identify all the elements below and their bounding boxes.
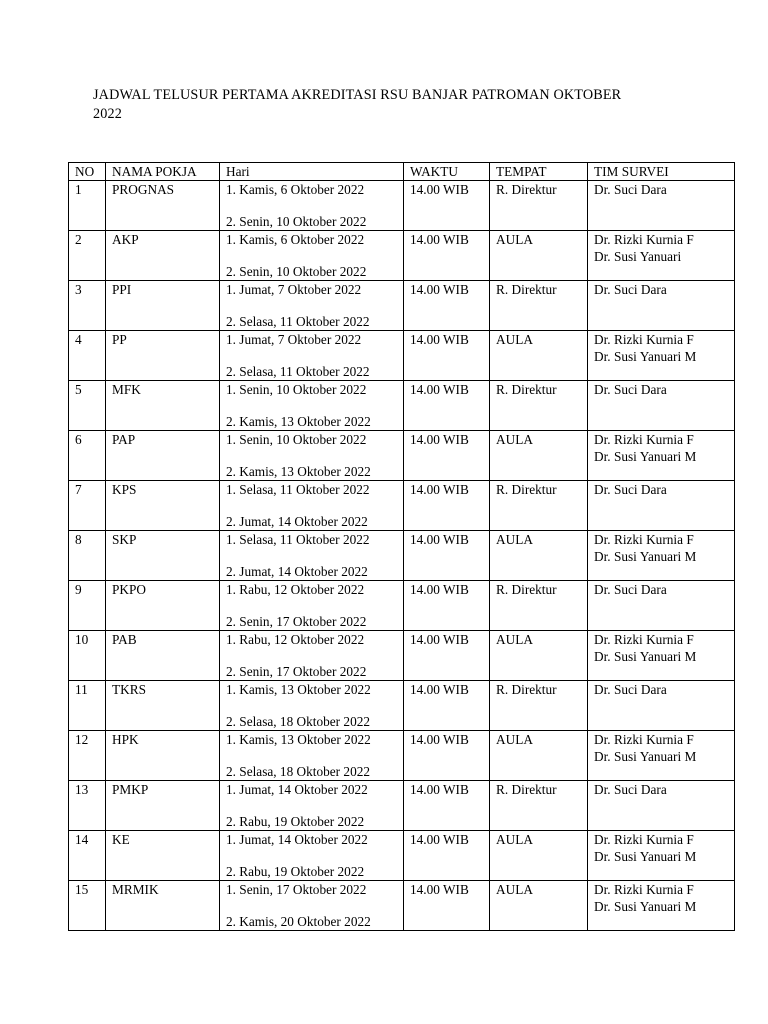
schedule-date: 2. Kamis, 13 Oktober 2022	[226, 414, 371, 429]
cell-no: 4	[69, 331, 106, 381]
cell-waktu: 14.00 WIB	[404, 381, 490, 431]
header-waktu: WAKTU	[404, 163, 490, 181]
surveyor-name: Dr. Suci Dara	[594, 282, 667, 297]
table-row	[69, 881, 735, 931]
surveyor-name: Dr. Rizki Kurnia F	[594, 832, 694, 847]
surveyor-name: Dr. Rizki Kurnia F	[594, 432, 694, 447]
cell-hari	[220, 181, 404, 231]
table-row	[69, 681, 735, 731]
cell-waktu: 14.00 WIB	[404, 481, 490, 531]
header-tim-survei: TIM SURVEI	[588, 163, 735, 181]
cell-no: 2	[69, 231, 106, 281]
cell-waktu: 14.00 WIB	[404, 431, 490, 481]
cell-tempat: AULA	[490, 331, 588, 381]
table-row	[69, 281, 735, 331]
cell-tempat: R. Direktur	[490, 281, 588, 331]
schedule-date: 1. Rabu, 12 Oktober 2022	[226, 582, 365, 597]
cell-hari	[220, 231, 404, 281]
cell-no: 11	[69, 681, 106, 731]
cell-waktu: 14.00 WIB	[404, 781, 490, 831]
cell-tim-survei	[588, 281, 735, 331]
table-row	[69, 381, 735, 431]
surveyor-name: Dr. Susi Yanuari M	[594, 349, 697, 364]
cell-tim-survei	[588, 731, 735, 781]
header-nama-pokja: NAMA POKJA	[106, 163, 220, 181]
table-body	[69, 181, 735, 931]
table-row	[69, 431, 735, 481]
cell-waktu: 14.00 WIB	[404, 731, 490, 781]
cell-tempat: R. Direktur	[490, 481, 588, 531]
schedule-date: 1. Jumat, 7 Oktober 2022	[226, 282, 362, 297]
cell-nama-pokja: MRMIK	[106, 881, 220, 931]
surveyor-name: Dr. Suci Dara	[594, 582, 667, 597]
cell-waktu: 14.00 WIB	[404, 531, 490, 581]
cell-tempat: R. Direktur	[490, 581, 588, 631]
cell-tempat: AULA	[490, 831, 588, 881]
schedule-date: 1. Jumat, 14 Oktober 2022	[226, 832, 368, 847]
cell-tempat: AULA	[490, 531, 588, 581]
cell-tempat: AULA	[490, 231, 588, 281]
surveyor-name: Dr. Rizki Kurnia F	[594, 232, 694, 247]
schedule-date: 1. Senin, 10 Oktober 2022	[226, 382, 367, 397]
cell-hari	[220, 331, 404, 381]
cell-waktu: 14.00 WIB	[404, 581, 490, 631]
schedule-date: 1. Senin, 17 Oktober 2022	[226, 882, 367, 897]
cell-waktu: 14.00 WIB	[404, 231, 490, 281]
cell-nama-pokja: PAB	[106, 631, 220, 681]
document-title	[93, 86, 693, 124]
cell-hari	[220, 881, 404, 931]
surveyor-name: Dr. Suci Dara	[594, 682, 667, 697]
cell-waktu: 14.00 WIB	[404, 181, 490, 231]
cell-tempat: R. Direktur	[490, 381, 588, 431]
cell-no: 9	[69, 581, 106, 631]
schedule-date: 2. Senin, 17 Oktober 2022	[226, 614, 367, 629]
cell-hari	[220, 481, 404, 531]
cell-nama-pokja: PKPO	[106, 581, 220, 631]
cell-nama-pokja: PP	[106, 331, 220, 381]
cell-tempat: R. Direktur	[490, 681, 588, 731]
cell-no: 13	[69, 781, 106, 831]
title-line-1: JADWAL TELUSUR PERTAMA AKREDITASI RSU BANJAR PATROMAN OKTOBER	[93, 87, 622, 103]
cell-nama-pokja: MFK	[106, 381, 220, 431]
schedule-date: 1. Selasa, 11 Oktober 2022	[226, 532, 370, 547]
table-row	[69, 181, 735, 231]
cell-hari	[220, 831, 404, 881]
cell-hari	[220, 781, 404, 831]
table-row	[69, 231, 735, 281]
cell-tim-survei	[588, 881, 735, 931]
schedule-date: 1. Selasa, 11 Oktober 2022	[226, 482, 370, 497]
schedule-table	[68, 162, 735, 931]
table-row	[69, 781, 735, 831]
schedule-date: 2. Kamis, 20 Oktober 2022	[226, 914, 371, 929]
header-no: NO	[69, 163, 106, 181]
cell-waktu: 14.00 WIB	[404, 831, 490, 881]
surveyor-name: Dr. Rizki Kurnia F	[594, 332, 694, 347]
cell-hari	[220, 281, 404, 331]
header-hari: Hari	[220, 163, 404, 181]
surveyor-name: Dr. Rizki Kurnia F	[594, 532, 694, 547]
cell-tempat: AULA	[490, 731, 588, 781]
cell-waktu: 14.00 WIB	[404, 881, 490, 931]
cell-nama-pokja: PAP	[106, 431, 220, 481]
cell-tim-survei	[588, 631, 735, 681]
cell-hari	[220, 431, 404, 481]
schedule-date: 1. Jumat, 7 Oktober 2022	[226, 332, 362, 347]
surveyor-name: Dr. Rizki Kurnia F	[594, 732, 694, 747]
table-row	[69, 581, 735, 631]
table-row	[69, 731, 735, 781]
cell-nama-pokja: PPI	[106, 281, 220, 331]
cell-hari	[220, 681, 404, 731]
cell-no: 15	[69, 881, 106, 931]
cell-tim-survei	[588, 431, 735, 481]
schedule-date: 1. Kamis, 6 Oktober 2022	[226, 232, 365, 247]
schedule-date: 2. Senin, 17 Oktober 2022	[226, 664, 367, 679]
table-header	[69, 163, 735, 181]
cell-nama-pokja: TKRS	[106, 681, 220, 731]
cell-waktu: 14.00 WIB	[404, 281, 490, 331]
table-row	[69, 531, 735, 581]
schedule-date: 1. Kamis, 6 Oktober 2022	[226, 182, 365, 197]
cell-no: 10	[69, 631, 106, 681]
cell-no: 14	[69, 831, 106, 881]
cell-nama-pokja: AKP	[106, 231, 220, 281]
cell-waktu: 14.00 WIB	[404, 631, 490, 681]
cell-no: 1	[69, 181, 106, 231]
surveyor-name: Dr. Suci Dara	[594, 782, 667, 797]
cell-tempat: AULA	[490, 431, 588, 481]
surveyor-name: Dr. Susi Yanuari M	[594, 549, 697, 564]
header-tempat: TEMPAT	[490, 163, 588, 181]
schedule-date: 2. Senin, 10 Oktober 2022	[226, 264, 367, 279]
cell-no: 12	[69, 731, 106, 781]
cell-no: 5	[69, 381, 106, 431]
header-row	[69, 163, 735, 181]
cell-nama-pokja: KE	[106, 831, 220, 881]
surveyor-name: Dr. Susi Yanuari M	[594, 749, 697, 764]
cell-waktu: 14.00 WIB	[404, 681, 490, 731]
schedule-date: 1. Rabu, 12 Oktober 2022	[226, 632, 365, 647]
cell-hari	[220, 731, 404, 781]
cell-nama-pokja: HPK	[106, 731, 220, 781]
schedule-date: 1. Senin, 10 Oktober 2022	[226, 432, 367, 447]
schedule-date: 2. Rabu, 19 Oktober 2022	[226, 864, 365, 879]
cell-no: 6	[69, 431, 106, 481]
schedule-date: 2. Selasa, 18 Oktober 2022	[226, 764, 371, 779]
cell-hari	[220, 531, 404, 581]
cell-tim-survei	[588, 831, 735, 881]
table-row	[69, 481, 735, 531]
schedule-date: 2. Senin, 10 Oktober 2022	[226, 214, 367, 229]
cell-hari	[220, 631, 404, 681]
cell-tempat: R. Direktur	[490, 181, 588, 231]
schedule-date: 2. Jumat, 14 Oktober 2022	[226, 514, 368, 529]
cell-nama-pokja: KPS	[106, 481, 220, 531]
cell-tim-survei	[588, 781, 735, 831]
cell-tim-survei	[588, 231, 735, 281]
cell-waktu: 14.00 WIB	[404, 331, 490, 381]
cell-tim-survei	[588, 681, 735, 731]
schedule-date: 1. Jumat, 14 Oktober 2022	[226, 782, 368, 797]
cell-tempat: AULA	[490, 881, 588, 931]
surveyor-name: Dr. Susi Yanuari M	[594, 899, 697, 914]
cell-hari	[220, 381, 404, 431]
schedule-date: 2. Kamis, 13 Oktober 2022	[226, 464, 371, 479]
cell-tim-survei	[588, 181, 735, 231]
cell-tim-survei	[588, 581, 735, 631]
title-line-2: 2022	[93, 106, 122, 122]
surveyor-name: Dr. Susi Yanuari	[594, 249, 682, 264]
cell-nama-pokja: PROGNAS	[106, 181, 220, 231]
surveyor-name: Dr. Susi Yanuari M	[594, 649, 697, 664]
table-row	[69, 631, 735, 681]
table-row	[69, 331, 735, 381]
cell-tim-survei	[588, 531, 735, 581]
surveyor-name: Dr. Rizki Kurnia F	[594, 632, 694, 647]
cell-tim-survei	[588, 381, 735, 431]
table-row	[69, 831, 735, 881]
cell-nama-pokja: PMKP	[106, 781, 220, 831]
surveyor-name: Dr. Suci Dara	[594, 182, 667, 197]
surveyor-name: Dr. Susi Yanuari M	[594, 849, 697, 864]
surveyor-name: Dr. Suci Dara	[594, 382, 667, 397]
cell-tim-survei	[588, 331, 735, 381]
cell-no: 8	[69, 531, 106, 581]
surveyor-name: Dr. Suci Dara	[594, 482, 667, 497]
cell-tempat: R. Direktur	[490, 781, 588, 831]
cell-no: 3	[69, 281, 106, 331]
surveyor-name: Dr. Rizki Kurnia F	[594, 882, 694, 897]
schedule-date: 2. Jumat, 14 Oktober 2022	[226, 564, 368, 579]
cell-nama-pokja: SKP	[106, 531, 220, 581]
schedule-date: 2. Selasa, 11 Oktober 2022	[226, 314, 370, 329]
cell-tempat: AULA	[490, 631, 588, 681]
schedule-date: 2. Selasa, 18 Oktober 2022	[226, 714, 371, 729]
cell-no: 7	[69, 481, 106, 531]
schedule-date: 2. Selasa, 11 Oktober 2022	[226, 364, 370, 379]
schedule-date: 1. Kamis, 13 Oktober 2022	[226, 682, 371, 697]
surveyor-name: Dr. Susi Yanuari M	[594, 449, 697, 464]
schedule-date: 2. Rabu, 19 Oktober 2022	[226, 814, 365, 829]
cell-hari	[220, 581, 404, 631]
schedule-date: 1. Kamis, 13 Oktober 2022	[226, 732, 371, 747]
cell-tim-survei	[588, 481, 735, 531]
